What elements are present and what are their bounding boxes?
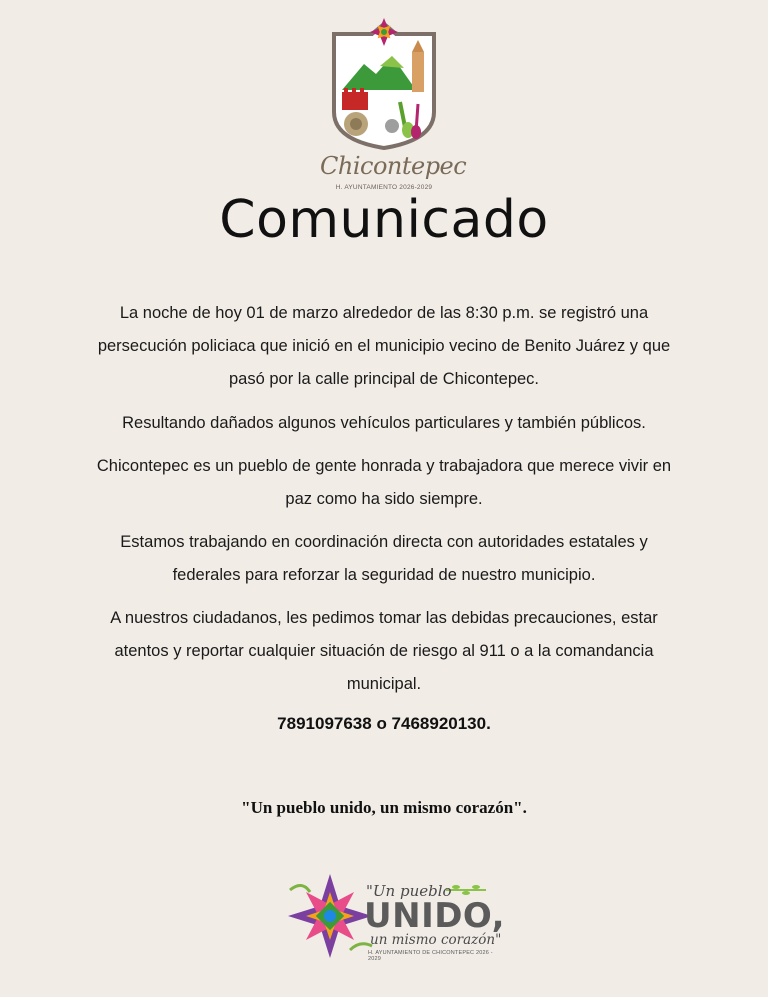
emergency-phone-numbers: 7891097638 o 7468920130. (277, 714, 491, 733)
slogan-quote: "Un pueblo unido, un mismo corazón". (241, 798, 527, 817)
footer-logo-line2: UNIDO, (364, 896, 506, 936)
footer-logo-line3: un mismo corazón" (370, 932, 502, 948)
star-flower-icon (284, 870, 376, 962)
paragraph-incident: La noche de hoy 01 de marzo alrededor de las 8:30 p.m. se registró una persecución policiaca que inició en el municipio vecino de Benito Juárez y que pasó por la calle principal de Chicontepec. (97, 304, 671, 388)
leaf-sprig-icon (446, 884, 486, 896)
footer-slogan-logo (284, 870, 504, 962)
paragraph-precautions: A nuestros ciudadanos, les pedimos tomar las debidas precauciones, estar atentos y reportar cualquier situación de riesgo al 911 o a la comandancia municipal. (110, 609, 658, 693)
municipal-crest-logo (320, 12, 467, 202)
crest-subtitle: H. AYUNTAMIENTO 2026-2029 (335, 184, 433, 191)
footer-logo-line4: H. AYUNTAMIENTO DE CHICONTEPEC 2026 - 2029 (368, 950, 493, 962)
paragraph-coordination: Estamos trabajando en coordinación directa con autoridades estatales y federales para reforzar la seguridad de nuestro municipio. (120, 533, 648, 584)
footer-logo-line1: "Un pueblo (366, 882, 452, 900)
crest-town-name: Chicontepec (320, 152, 467, 180)
paragraph-community: Chicontepec es un pueblo de gente honrada y trabajadora que merece vivir en paz como ha sido siempre. (96, 457, 672, 508)
page-title: Comunicado (219, 190, 549, 250)
paragraph-damages: Resultando dañados algunos vehículos particulares y también públicos. (122, 414, 646, 432)
